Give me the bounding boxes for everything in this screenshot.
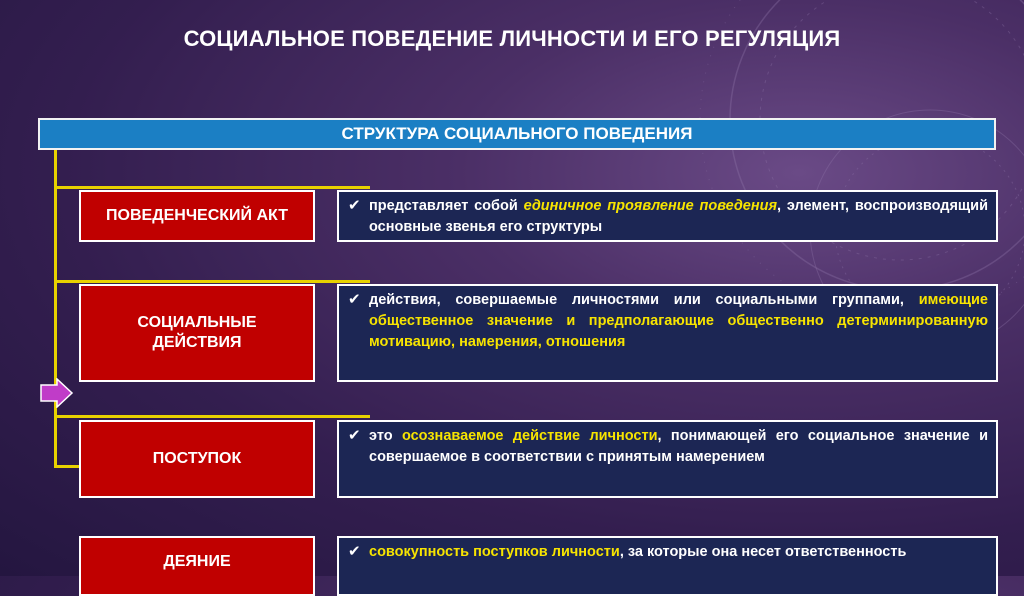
- term-label: ДЕЯНИЕ: [163, 553, 231, 570]
- definition-highlight: осознаваемое действие личности: [401, 428, 658, 444]
- definition-highlight: совокупность поступков личности: [369, 544, 620, 560]
- connector-branch: [54, 415, 370, 418]
- connector-branch: [54, 186, 370, 189]
- definition-text: действия, совершаемые личностями или социальными группами,: [369, 292, 904, 308]
- checkmark-icon: ✔: [348, 197, 361, 214]
- definition-act: [337, 536, 998, 596]
- definition-text: , за которые она несет ответственность: [619, 544, 907, 560]
- term-deed: [79, 420, 315, 498]
- connector-spine: [54, 150, 57, 468]
- definition-behavioral-act: [337, 190, 998, 242]
- slide-title: СОЦИАЛЬНОЕ ПОВЕДЕНИЕ ЛИЧНОСТИ И ЕГО РЕГУЛЯЦИЯ: [183, 26, 841, 51]
- structure-header: СТРУКТУРА СОЦИАЛЬНОГО ПОВЕДЕНИЯ: [38, 118, 996, 150]
- checkmark-icon: ✔: [348, 427, 361, 444]
- definition-highlight: единичное проявление поведения: [523, 198, 778, 214]
- term-label: СОЦИАЛЬНЫЕ ДЕЙСТВИЯ: [137, 314, 257, 351]
- checkmark-icon: ✔: [348, 543, 361, 560]
- arrow-right-icon: [40, 378, 74, 408]
- connector-branch: [54, 465, 79, 468]
- definition-text: представляет собой: [369, 198, 518, 214]
- definition-text: , элемент, воспроизводящий основные звенья его структуры: [369, 198, 988, 235]
- definition-deed: [337, 420, 998, 498]
- term-social-actions: [79, 284, 315, 382]
- definition-highlight: имеющие общественное значение и предполагающие общественно детерминированную мотивацию, намерения, отношения: [369, 292, 988, 350]
- term-behavioral-act: [79, 190, 315, 242]
- definition-social-actions: [337, 284, 998, 382]
- term-label: ПОВЕДЕНЧЕСКИЙ АКТ: [106, 207, 288, 224]
- term-label: ПОСТУПОК: [152, 450, 242, 467]
- definition-text: , понимающей его социальное значение и совершаемое в соответствии с принятым намерением: [369, 428, 988, 465]
- checkmark-icon: ✔: [348, 291, 361, 308]
- connector-branch: [54, 280, 370, 283]
- term-act: [79, 536, 315, 596]
- definition-text: это: [369, 428, 393, 444]
